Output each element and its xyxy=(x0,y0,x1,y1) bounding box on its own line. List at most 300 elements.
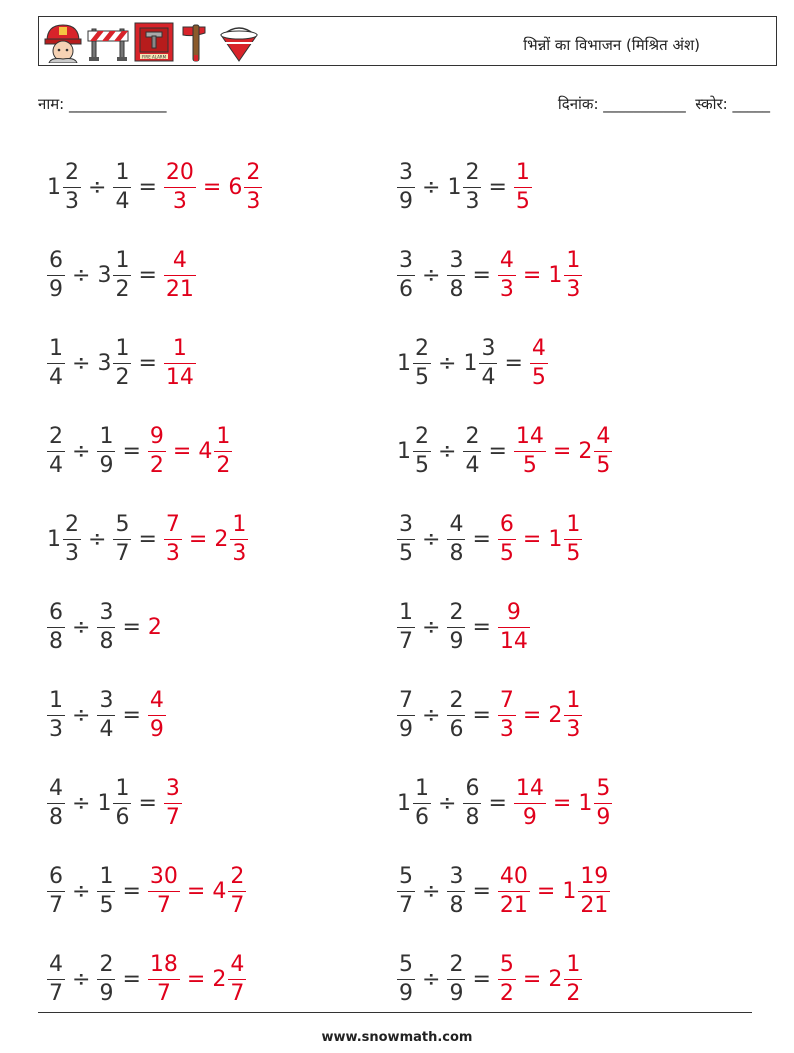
dividend xyxy=(396,599,416,654)
denominator: 4 xyxy=(481,364,496,390)
answer-mixed xyxy=(197,423,233,478)
equals-sign: = xyxy=(504,350,523,376)
whole-number: 2 xyxy=(147,614,162,640)
equals-sign: = xyxy=(138,262,157,288)
problem-row xyxy=(46,847,386,935)
problem-row xyxy=(396,319,736,407)
equals-sign: = xyxy=(138,174,157,200)
denominator: 9 xyxy=(99,980,114,1006)
equals-sign: = xyxy=(522,262,542,288)
fraction xyxy=(47,775,65,830)
whole-number: 6 xyxy=(228,174,243,200)
denominator: 9 xyxy=(449,628,464,654)
divisor xyxy=(96,247,132,302)
problem-row xyxy=(46,319,386,407)
answer-mixed xyxy=(577,775,613,830)
fraction xyxy=(413,423,431,478)
fraction xyxy=(514,159,532,214)
denominator: 9 xyxy=(399,716,413,742)
numerator: 14 xyxy=(515,423,544,449)
divide-sign: ÷ xyxy=(422,526,441,552)
whole-number: 1 xyxy=(47,526,61,552)
dividend xyxy=(46,687,66,742)
divisor xyxy=(446,951,466,1006)
divide-sign: ÷ xyxy=(422,702,441,728)
fraction-bar xyxy=(447,539,465,540)
whole-number: 1 xyxy=(548,526,563,552)
numerator: 6 xyxy=(49,863,63,889)
fraction xyxy=(413,775,431,830)
whole-number: 1 xyxy=(463,350,478,376)
whole-number: 4 xyxy=(198,438,213,464)
answer xyxy=(163,247,197,302)
fraction-bar xyxy=(63,187,81,188)
fraction-bar xyxy=(594,803,612,804)
equals-sign: = xyxy=(122,702,141,728)
fraction-bar xyxy=(148,979,180,980)
fraction-bar xyxy=(397,891,415,892)
denominator: 6 xyxy=(115,804,130,830)
equals-sign: = xyxy=(522,966,542,992)
fraction xyxy=(113,775,131,830)
divisor xyxy=(96,775,132,830)
problem-row xyxy=(396,143,736,231)
denominator: 9 xyxy=(49,276,63,302)
fraction xyxy=(594,775,612,830)
denominator: 7 xyxy=(399,628,413,654)
numerator: 2 xyxy=(415,423,429,449)
answer-mixed xyxy=(211,863,247,918)
fraction-bar xyxy=(514,803,546,804)
numerator: 4 xyxy=(449,511,464,537)
problem-row xyxy=(46,759,386,847)
answer xyxy=(163,511,183,566)
whole-number: 2 xyxy=(548,702,563,728)
fire-bucket-icon xyxy=(217,21,261,63)
answer xyxy=(497,511,517,566)
divide-sign: ÷ xyxy=(72,966,91,992)
denominator: 8 xyxy=(49,628,63,654)
fraction xyxy=(148,687,166,742)
divide-sign: ÷ xyxy=(88,526,107,552)
fraction xyxy=(47,599,65,654)
fraction-bar xyxy=(47,627,65,628)
dividend xyxy=(46,951,66,1006)
denominator: 8 xyxy=(449,540,464,566)
dividend xyxy=(396,687,416,742)
denominator: 9 xyxy=(399,188,413,214)
numerator: 5 xyxy=(499,951,514,977)
answer-mixed xyxy=(547,511,583,566)
fraction-bar xyxy=(230,539,248,540)
dividend xyxy=(396,863,416,918)
whole-number: 1 xyxy=(548,262,563,288)
fraction-bar xyxy=(413,363,431,364)
fraction xyxy=(63,159,81,214)
numerator: 3 xyxy=(99,687,114,713)
numerator: 2 xyxy=(449,951,464,977)
equals-sign: = xyxy=(122,438,141,464)
answer xyxy=(163,775,183,830)
whole-number: 2 xyxy=(212,966,227,992)
fraction xyxy=(530,335,548,390)
numerator: 4 xyxy=(230,951,245,977)
numerator: 2 xyxy=(230,863,245,889)
numerator: 4 xyxy=(49,951,63,977)
dividend xyxy=(396,423,432,478)
dividend xyxy=(396,335,432,390)
fraction xyxy=(397,687,415,742)
fraction-bar xyxy=(47,979,65,980)
answer-mixed xyxy=(227,159,263,214)
fraction xyxy=(463,159,481,214)
numerator: 3 xyxy=(481,335,496,361)
fraction xyxy=(498,247,516,302)
denominator: 8 xyxy=(449,892,464,918)
numerator: 2 xyxy=(246,159,261,185)
denominator: 2 xyxy=(216,452,231,478)
denominator: 7 xyxy=(399,892,413,918)
divisor xyxy=(96,423,116,478)
equals-sign: = xyxy=(122,966,141,992)
numerator: 1 xyxy=(515,159,530,185)
fraction xyxy=(148,423,166,478)
denominator: 5 xyxy=(596,452,611,478)
denominator: 21 xyxy=(580,892,609,918)
problem-row xyxy=(46,583,386,671)
dividend xyxy=(396,775,432,830)
fraction-bar xyxy=(564,275,582,276)
denominator: 3 xyxy=(246,188,261,214)
denominator: 3 xyxy=(499,716,514,742)
fraction-bar xyxy=(397,627,415,628)
fraction xyxy=(397,511,415,566)
fraction xyxy=(47,423,65,478)
answer xyxy=(497,687,517,742)
fraction xyxy=(514,775,546,830)
fraction-bar xyxy=(47,803,65,804)
denominator: 7 xyxy=(230,892,245,918)
denominator: 8 xyxy=(465,804,480,830)
fraction-bar xyxy=(498,627,530,628)
fraction xyxy=(578,863,610,918)
denominator: 9 xyxy=(149,716,164,742)
numerator: 5 xyxy=(115,511,130,537)
divisor xyxy=(96,951,116,1006)
numerator: 30 xyxy=(149,863,178,889)
numerator: 2 xyxy=(65,159,79,185)
divisor xyxy=(446,159,482,214)
dividend xyxy=(46,423,66,478)
fraction-bar xyxy=(498,891,530,892)
fraction-bar xyxy=(164,539,182,540)
denominator: 6 xyxy=(449,716,464,742)
divisor xyxy=(112,511,132,566)
fraction-bar xyxy=(530,363,548,364)
numerator: 1 xyxy=(99,423,114,449)
numerator: 3 xyxy=(449,247,464,273)
fraction xyxy=(498,687,516,742)
problem-row xyxy=(396,847,736,935)
fraction-bar xyxy=(228,891,246,892)
fraction xyxy=(463,775,481,830)
fraction xyxy=(148,863,180,918)
denominator: 8 xyxy=(99,628,114,654)
problem-row xyxy=(396,759,736,847)
date-score-field: दिनांक: ___________ स्कोर: _____ xyxy=(557,95,770,113)
whole-number: 3 xyxy=(97,350,112,376)
equals-sign: = xyxy=(472,966,491,992)
divide-sign: ÷ xyxy=(72,438,91,464)
fraction-bar xyxy=(397,539,415,540)
fraction xyxy=(498,511,516,566)
fraction xyxy=(113,159,131,214)
left-problem-column xyxy=(46,143,386,1023)
fraction xyxy=(164,159,196,214)
numerator: 5 xyxy=(399,863,413,889)
denominator: 5 xyxy=(499,540,514,566)
denominator: 9 xyxy=(399,980,413,1006)
fraction-bar xyxy=(397,715,415,716)
fraction-bar xyxy=(578,891,610,892)
fraction xyxy=(47,687,65,742)
equals-sign: = xyxy=(122,878,141,904)
equals-sign: = xyxy=(186,878,206,904)
divide-sign: ÷ xyxy=(422,878,441,904)
answer-mixed xyxy=(547,951,583,1006)
whole-number: 1 xyxy=(447,174,462,200)
fraction-bar xyxy=(47,275,65,276)
fraction-bar xyxy=(447,275,465,276)
fraction xyxy=(397,247,415,302)
numerator: 1 xyxy=(566,951,581,977)
numerator: 7 xyxy=(165,511,180,537)
numerator: 18 xyxy=(149,951,178,977)
denominator: 7 xyxy=(156,892,171,918)
fraction-bar xyxy=(164,275,196,276)
fraction xyxy=(564,687,582,742)
fraction xyxy=(447,863,465,918)
fraction-bar xyxy=(447,627,465,628)
fraction-bar xyxy=(479,363,497,364)
fraction xyxy=(230,511,248,566)
svg-text:FIRE ALARM: FIRE ALARM xyxy=(141,54,167,60)
equals-sign: = xyxy=(536,878,556,904)
numerator: 2 xyxy=(415,335,429,361)
whole-number: 2 xyxy=(214,526,229,552)
fraction-bar xyxy=(97,715,115,716)
fraction xyxy=(47,951,65,1006)
divide-sign: ÷ xyxy=(422,262,441,288)
fraction xyxy=(463,423,481,478)
numerator: 3 xyxy=(449,863,464,889)
fraction xyxy=(47,335,65,390)
fraction xyxy=(113,511,131,566)
fraction-bar xyxy=(594,451,612,452)
whole-number: 1 xyxy=(397,790,411,816)
equals-sign: = xyxy=(488,438,507,464)
denominator: 5 xyxy=(99,892,114,918)
divisor xyxy=(462,423,482,478)
denominator: 9 xyxy=(99,452,114,478)
divisor xyxy=(112,159,132,214)
fraction xyxy=(498,863,530,918)
problem-row xyxy=(46,407,386,495)
denominator: 5 xyxy=(566,540,581,566)
divisor xyxy=(462,775,482,830)
fraction-bar xyxy=(148,891,180,892)
numerator: 4 xyxy=(49,775,63,801)
numerator: 1 xyxy=(415,775,429,801)
numerator: 4 xyxy=(172,247,187,273)
numerator: 5 xyxy=(399,951,413,977)
fraction-bar xyxy=(47,451,65,452)
numerator: 6 xyxy=(499,511,514,537)
fraction-bar xyxy=(514,451,546,452)
numerator: 4 xyxy=(531,335,546,361)
fraction-bar xyxy=(228,979,246,980)
firefighter-icon xyxy=(43,21,83,63)
dividend xyxy=(46,335,66,390)
numerator: 3 xyxy=(399,511,413,537)
divide-sign: ÷ xyxy=(72,350,91,376)
numerator: 6 xyxy=(49,599,63,625)
equals-sign: = xyxy=(552,438,572,464)
numerator: 1 xyxy=(99,863,114,889)
fraction-bar xyxy=(47,363,65,364)
equals-sign: = xyxy=(138,526,157,552)
fraction-bar xyxy=(514,187,532,188)
whole-number: 1 xyxy=(397,350,411,376)
problem-row xyxy=(396,935,736,1023)
equals-sign: = xyxy=(202,174,222,200)
denominator: 2 xyxy=(499,980,514,1006)
numerator: 4 xyxy=(596,423,611,449)
numerator: 2 xyxy=(465,423,480,449)
fraction xyxy=(397,951,415,1006)
fraction-bar xyxy=(463,187,481,188)
numerator: 1 xyxy=(115,335,130,361)
denominator: 4 xyxy=(115,188,130,214)
denominator: 3 xyxy=(165,540,180,566)
denominator: 2 xyxy=(566,980,581,1006)
fraction-bar xyxy=(63,539,81,540)
divisor xyxy=(462,335,498,390)
fraction-bar xyxy=(97,627,115,628)
answer-mixed xyxy=(547,687,583,742)
denominator: 5 xyxy=(515,188,530,214)
answer xyxy=(147,687,167,742)
divide-sign: ÷ xyxy=(438,350,457,376)
whole-number: 2 xyxy=(548,966,563,992)
fraction xyxy=(164,511,182,566)
numerator: 3 xyxy=(99,599,114,625)
denominator: 3 xyxy=(499,276,514,302)
road-barrier-icon xyxy=(87,21,129,63)
fraction xyxy=(164,247,196,302)
denominator: 6 xyxy=(415,804,429,830)
numerator: 7 xyxy=(499,687,514,713)
numerator: 1 xyxy=(115,775,130,801)
denominator: 3 xyxy=(49,716,63,742)
fraction-bar xyxy=(413,451,431,452)
numerator: 1 xyxy=(232,511,247,537)
numerator: 3 xyxy=(399,159,413,185)
answer xyxy=(513,775,547,830)
answer-mixed xyxy=(577,423,613,478)
divisor xyxy=(96,599,116,654)
divisor xyxy=(446,599,466,654)
equals-sign: = xyxy=(552,790,572,816)
equals-sign: = xyxy=(138,790,157,816)
equals-sign: = xyxy=(472,702,491,728)
whole-number: 1 xyxy=(578,790,593,816)
dividend xyxy=(46,863,66,918)
denominator: 5 xyxy=(399,540,413,566)
answer-mixed xyxy=(213,511,249,566)
answer xyxy=(529,335,549,390)
answer xyxy=(163,159,197,214)
problem-row xyxy=(46,671,386,759)
denominator: 7 xyxy=(230,980,245,1006)
fraction xyxy=(113,335,131,390)
whole-number: 1 xyxy=(97,790,112,816)
fraction xyxy=(447,599,465,654)
fire-alarm-icon xyxy=(133,21,175,63)
numerator: 6 xyxy=(465,775,480,801)
equals-sign: = xyxy=(488,174,507,200)
answer-mixed xyxy=(547,247,583,302)
denominator: 3 xyxy=(465,188,480,214)
divide-sign: ÷ xyxy=(88,174,107,200)
fraction xyxy=(413,335,431,390)
numerator: 1 xyxy=(115,159,130,185)
divide-sign: ÷ xyxy=(72,614,91,640)
equals-sign: = xyxy=(186,966,206,992)
fraction-bar xyxy=(463,803,481,804)
fraction-bar xyxy=(164,363,196,364)
dividend xyxy=(46,599,66,654)
fraction-bar xyxy=(97,979,115,980)
fraction-bar xyxy=(463,451,481,452)
divisor xyxy=(446,863,466,918)
fraction-bar xyxy=(113,803,131,804)
dividend xyxy=(396,511,416,566)
equals-sign: = xyxy=(522,526,542,552)
answer xyxy=(163,335,197,390)
answer-mixed xyxy=(211,951,247,1006)
numerator: 2 xyxy=(449,599,464,625)
problem-row xyxy=(396,495,736,583)
numerator: 1 xyxy=(172,335,187,361)
fraction xyxy=(447,511,465,566)
denominator: 3 xyxy=(172,188,187,214)
fraction xyxy=(97,951,115,1006)
denominator: 21 xyxy=(165,276,194,302)
denominator: 2 xyxy=(149,452,164,478)
problem-row xyxy=(396,671,736,759)
divide-sign: ÷ xyxy=(422,614,441,640)
denominator: 3 xyxy=(566,276,581,302)
answer xyxy=(147,863,181,918)
equals-sign: = xyxy=(472,262,491,288)
denominator: 5 xyxy=(522,452,537,478)
fraction xyxy=(244,159,262,214)
answer xyxy=(497,863,531,918)
dividend xyxy=(46,511,82,566)
numerator: 1 xyxy=(566,511,581,537)
fraction-bar xyxy=(148,451,166,452)
